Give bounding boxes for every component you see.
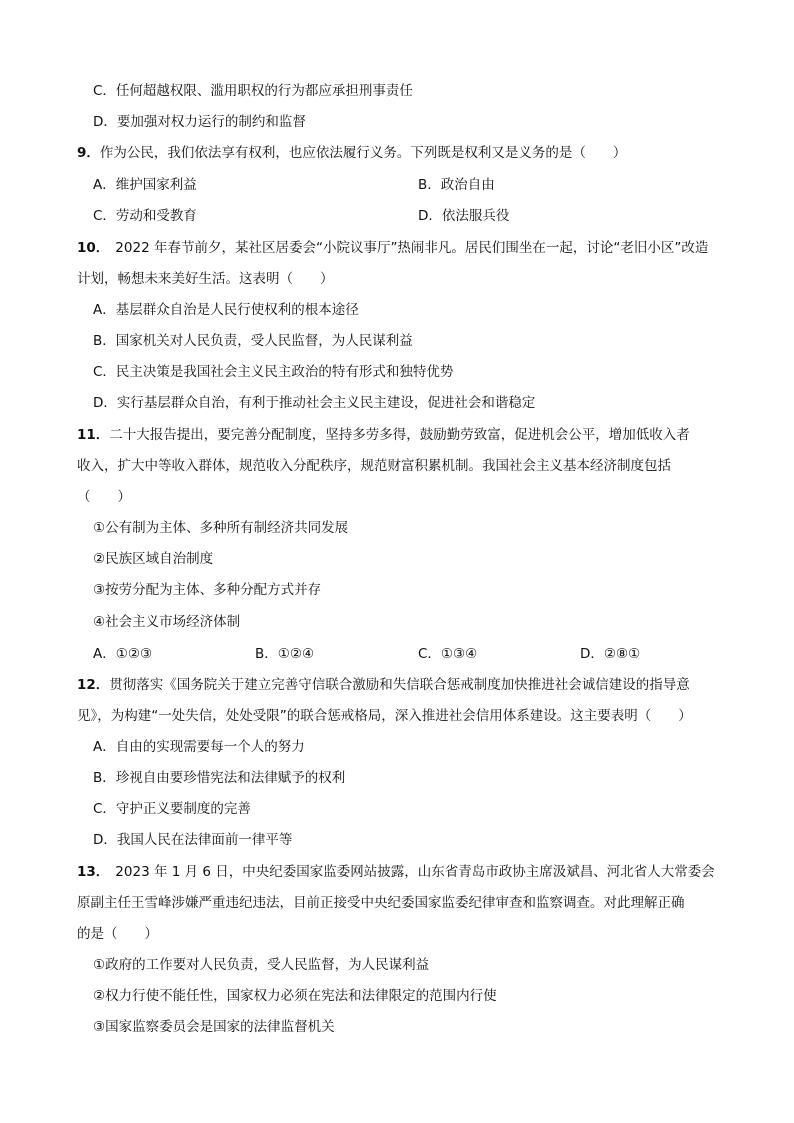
q12-option-d: D．我国人民在法律面前一律平等 <box>93 832 293 848</box>
q10-option-a: A．基层群众自治是人民行使权利的根本途径 <box>93 302 359 318</box>
q10-text-line1: 2022 年春节前夕，某社区居委会“小院议事厅”热闹非凡。居民们围坐在一起，讨论“老旧小区”改造 <box>115 240 709 256</box>
q11-option-b: B．①②④ <box>255 646 315 662</box>
q9-option-a: A．维护国家利益 <box>93 177 197 193</box>
q8-option-d: D．要加强对权力运行的制约和监督 <box>93 114 306 130</box>
q10-stem-line1 <box>77 239 708 257</box>
q8-option-c: C．任何超越权限、滥用职权的行为都应承担刑事责任 <box>93 83 413 99</box>
q11-option-d: D．②⑧① <box>580 646 641 662</box>
q9-option-c: C．劳动和受教育 <box>93 208 197 224</box>
q13-stem-line2: 原副主任王雪峰涉嫌严重违纪违法，目前正接受中央纪委国家监委纪律审查和监察调查。对此理解正确 <box>77 895 685 911</box>
q12-text-line1: 贯彻落实《国务院关于建立完善守信联合激励和失信联合惩戒制度加快推进社会诚信建设的指导意 <box>109 677 690 693</box>
q12-stem-line1 <box>77 676 690 694</box>
q11-number: 11． <box>77 427 110 443</box>
q9-option-b: B．政治自由 <box>418 177 495 193</box>
q9-stem <box>77 144 626 162</box>
q13-item-1: ①政府的工作要对人民负责，受人民监督，为人民谋利益 <box>93 957 430 973</box>
q12-option-a: A．自由的实现需要每一个人的努力 <box>93 739 305 755</box>
q9-number: 9． <box>77 145 100 161</box>
q11-stem-line1 <box>77 426 690 444</box>
q11-item-4: ④社会主义市场经济体制 <box>93 614 241 630</box>
q10-number: 10． <box>77 240 110 256</box>
q9-options-row2 <box>0 207 794 225</box>
q11-text-line1: 二十大报告提出，要完善分配制度，坚持多劳多得，鼓励勤劳致富，促进机会公平，增加低收入者 <box>109 427 690 443</box>
q10-option-b: B．国家机关对人民负责，受人民监督，为人民谋利益 <box>93 333 413 349</box>
q9-options-row1 <box>0 176 794 194</box>
q12-stem-line2: 见》，为构建“一处失信，处处受限”的联合惩戒格局，深入推进社会信用体系建设。这主要表明（ ） <box>77 708 692 724</box>
q13-number: 13． <box>77 864 110 880</box>
q12-option-c: C．守护正义要制度的完善 <box>93 801 251 817</box>
q10-stem-line2: 计划，畅想未来美好生活。这表明（ ） <box>77 271 334 287</box>
q10-option-c: C．民主决策是我国社会主义民主政治的特有形式和独特优势 <box>93 364 454 380</box>
q9-text: 作为公民，我们依法享有权利，也应依法履行义务。下列既是权利又是义务的是（ ） <box>99 145 627 161</box>
q11-item-3: ③按劳分配为主体、多种分配方式并存 <box>93 582 322 598</box>
q13-stem-line1 <box>77 863 715 881</box>
q9-option-d: D．依法服兵役 <box>418 208 510 224</box>
q10-option-d: D．实行基层群众自治，有利于推动社会主义民主建设，促进社会和谐稳定 <box>93 395 536 411</box>
q13-stem-line3: 的是（ ） <box>77 926 158 942</box>
q11-item-1: ①公有制为主体、多种所有制经济共同发展 <box>93 520 349 536</box>
q11-item-2: ②民族区域自治制度 <box>93 551 214 567</box>
q12-option-b: B．珍视自由要珍惜宪法和法律赋予的权利 <box>93 770 346 786</box>
q11-options-row <box>0 645 794 663</box>
q11-option-c: C．①③④ <box>418 646 478 662</box>
q11-stem-line3: （ ） <box>77 489 131 505</box>
q12-number: 12． <box>77 677 110 693</box>
q11-option-a: A．①②③ <box>93 646 153 662</box>
q13-item-2: ②权力行使不能任性，国家权力必须在宪法和法律限定的范围内行使 <box>93 988 497 1004</box>
q13-text-line1: 2023 年 1 月 6 日，中央纪委国家监委网站披露，山东省青岛市政协主席汲斌昌、河北省人大常委会 <box>115 864 715 880</box>
q11-stem-line2: 收入，扩大中等收入群体，规范收入分配秩序，规范财富积累机制。我国社会主义基本经济制度包括 <box>77 458 671 474</box>
q13-item-3: ③国家监察委员会是国家的法律监督机关 <box>93 1019 335 1035</box>
